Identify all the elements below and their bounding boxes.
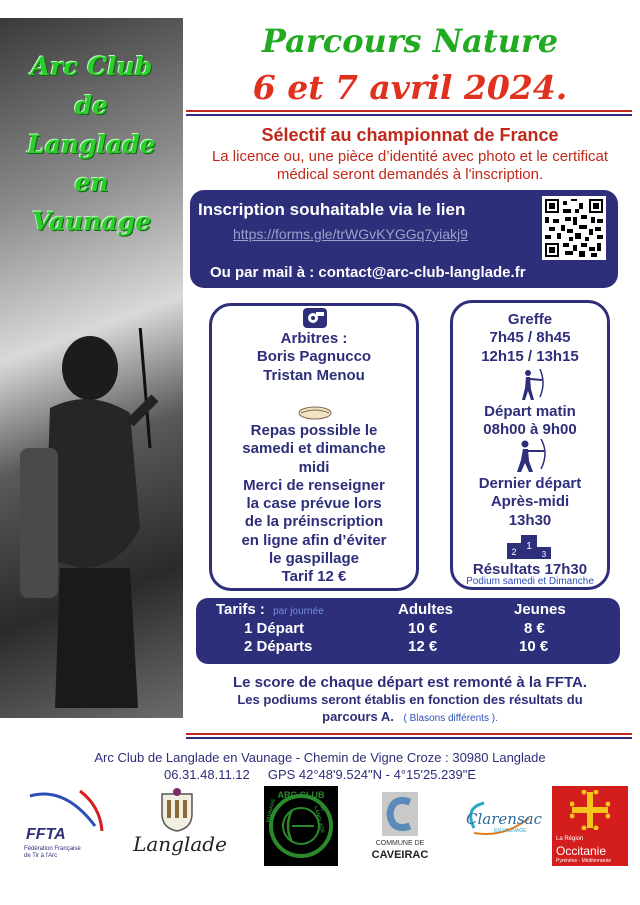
info-panel-left [209,303,419,591]
greffe-time: 12h15 / 13h15 [481,347,579,365]
repas-block [212,422,416,587]
arbitre-name: Tristan Menou [263,366,365,384]
tarif-adultes: 12 € [408,638,438,655]
greffe-label: Greffe [507,311,553,328]
info-panel-right [450,300,610,590]
archer-photo [0,18,183,718]
club-address: Arc Club de Langlade en Vaunage - Chemin de Vigne Croze : 30980 Langlade [94,750,546,765]
repas-line: midi [298,458,330,476]
arbitres-block [212,330,416,385]
qr-code-graphic [545,199,603,257]
club-title-line: Vaunage [31,207,152,236]
dernier-depart-block [453,475,607,530]
arbitre-name: Boris Pagnucco [256,348,372,366]
occitanie-logo [552,786,628,866]
caveirac-text: CAVEIRAC [371,849,429,861]
tarif-adultes: 10 € [408,620,438,637]
tarifs-box [196,598,620,664]
selectif-title: Sélectif au championnat de France [261,125,559,145]
arc-club-logo-text: ARC CLUB [277,790,325,800]
occitanie-text: Occitanie [556,844,607,858]
tarif-row-label: 1 Départ [244,620,305,637]
podium-note-block [190,692,630,726]
club-title-line: Langlade [27,129,156,159]
arbitres-label: Arbitres : [280,330,348,347]
ffta-text: FFTA [26,826,66,843]
qr-code-icon[interactable] [542,196,606,260]
inscription-title: Inscription souhaitable via le lien [198,200,466,219]
podium-rule: Les podiums seront établis en fonction des résultats du [237,692,583,707]
divider-blue [186,114,632,116]
caveirac-c-icon [382,792,418,836]
resultats: Résultats 17h30 [472,561,588,578]
svg-text:2: 2 [511,547,517,557]
club-title-line: de [74,90,109,120]
dernier-depart-time: 13h30 [508,511,552,529]
archer-icon [516,369,544,401]
podium-note: Podium samedi et Dimanche [466,576,594,587]
caveirac-logo [362,786,438,866]
sandwich-icon [298,404,332,420]
divider-red [186,733,632,735]
podium-rule-end: parcours A. [322,708,394,724]
repas-line: de la préinscription [244,513,384,531]
arc-club-logo-text: VAUNAGE [265,798,278,824]
club-title-line: en [74,168,109,198]
arc-club-logo [264,786,338,866]
tarifs-sub: par journée [273,606,324,617]
selectif-text: La licence ou, une pièce d’identité avec photo et le certificat médical seront demandés à l'inscription. [211,148,609,183]
caveirac-small-text: COMMUNE DE [375,840,425,847]
greffe-time: 7h45 / 8h45 [489,329,571,347]
tarifs-title: Tarifs : [216,601,265,618]
clarensac-text: Clarensac [466,810,542,828]
club-contact: 06.31.48.11.12 GPS 42°48'9.524"N - 4°15'25.239"E [163,767,476,782]
ffta-subtitle-line: de Tir à l'Arc [24,852,58,859]
repas-line: Merci de renseigner [243,476,385,494]
inscription-box [190,190,618,288]
event-date: 6 et 7 avril 2024. [252,68,568,107]
col-jeunes: Jeunes [514,601,566,618]
clarensac-sub-text: EN VAUNAGE [494,828,527,834]
langlade-text: Langlade [133,832,227,856]
greffe-block [453,311,607,366]
repas-line: la case prévue lors [246,495,382,513]
langlade-crest-icon [160,788,194,832]
score-note: Le score de chaque départ est remonté à la FFTA. [233,674,587,691]
inscription-link[interactable]: https://forms.gle/trWGvKYGGq7yiakj9 [233,226,468,242]
club-title-line: Arc Club [30,52,153,81]
inscription-mail[interactable]: Ou par mail à : contact@arc-club-langlade.fr [210,264,526,281]
dernier-depart-label: Dernier départ [478,475,582,492]
col-adultes: Adultes [398,601,454,618]
club-title [4,48,179,242]
tarif-row-label: 2 Départs [244,638,313,655]
tarif-jeunes: 8 € [524,620,545,637]
tarif-jeunes: 10 € [519,638,549,655]
langlade-logo [130,786,230,866]
archer-icon [511,439,547,473]
ffta-logo [20,786,110,864]
clarensac-logo [456,786,542,866]
svg-text:1: 1 [526,541,532,552]
occitan-cross-icon [570,790,610,830]
repas-line: en ligne afin d’éviter [241,531,387,549]
depart-time: 08h00 à 9h00 [483,421,577,439]
archer-silhouette-icon [20,328,170,708]
ffta-subtitle [24,846,81,859]
repas-line: le gaspillage [268,550,360,568]
occitanie-sub-text: Pyrénées - Méditerranée [556,858,612,864]
depart-block [453,403,607,440]
tarifs-label [216,601,324,618]
occitanie-small-text: La Région [556,836,584,842]
blasons-note: ( Blasons différents ). [403,712,498,724]
svg-text:3: 3 [541,550,547,559]
podium-icon [506,531,552,559]
divider-blue [186,737,632,739]
tarif-repas: Tarif 12 € [281,568,347,586]
arc-club-logo-text: DE LANGLADE [312,804,326,834]
divider-red [186,110,632,112]
repas-line: samedi et dimanche [242,440,386,458]
referee-whistle-icon [302,304,328,330]
event-title: Parcours Nature [261,22,559,60]
repas-line: Repas possible le [250,422,378,439]
ffta-subtitle-line: Fédération Française [24,846,81,852]
dernier-depart-sub: Après-midi [490,493,570,511]
depart-label: Départ matin [484,403,576,420]
